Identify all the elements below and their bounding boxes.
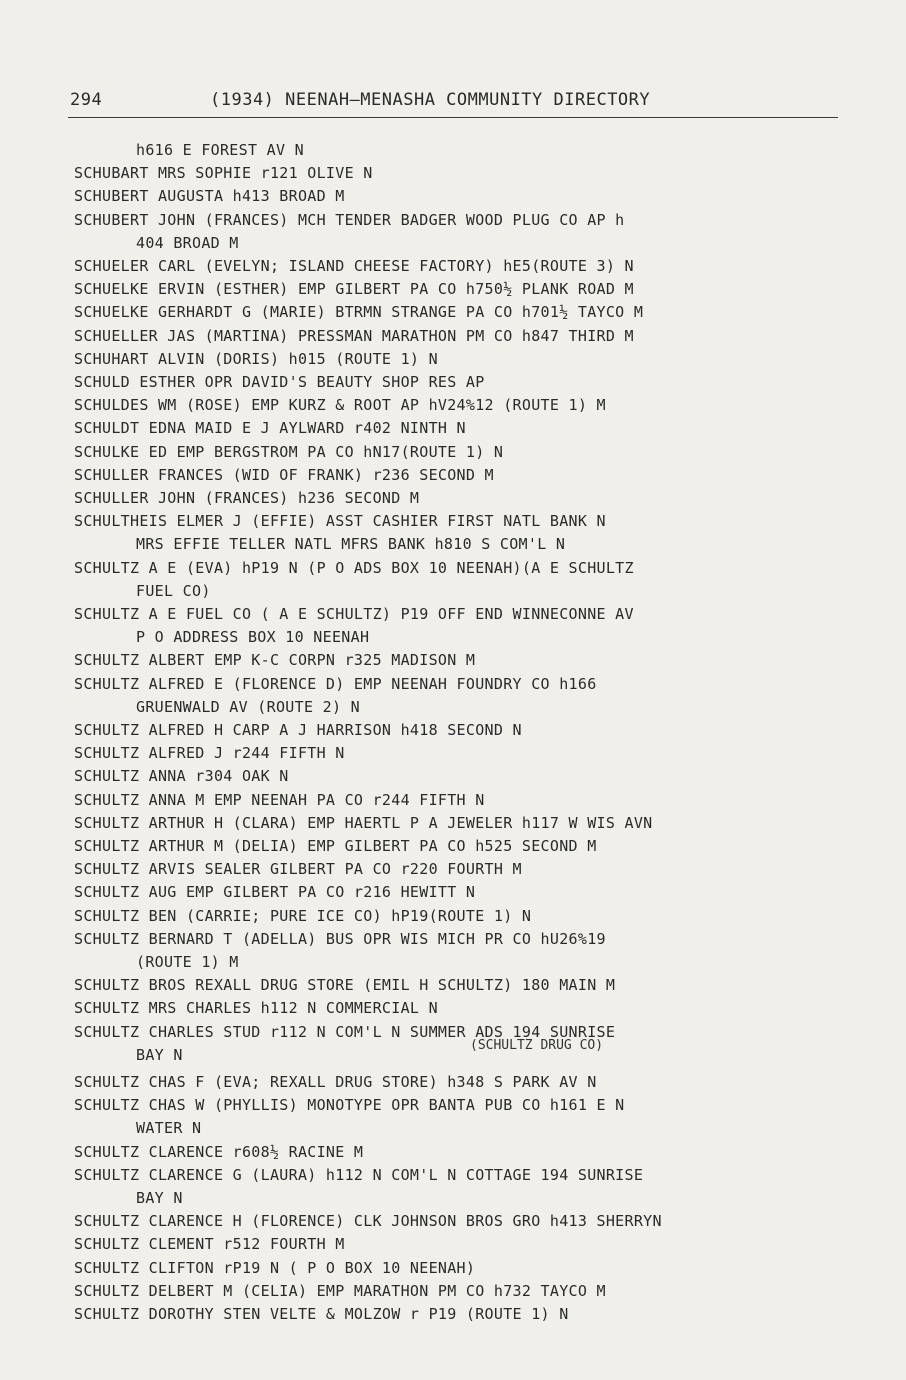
entry-continuation-line: P O ADDRESS BOX 10 NEENAH [136, 628, 370, 647]
directory-entry: SCHUELLER JAS (MARTINA) PRESSMAN MARATHON PM CO h847 THIRD M [74, 326, 634, 345]
directory-entry: SCHULDT EDNA MAID E J AYLWARD r402 NINTH N [74, 419, 466, 438]
directory-entry: SCHULTHEIS ELMER J (EFFIE) ASST CASHIER FIRST NATL BANK N [74, 512, 606, 531]
directory-entry: SCHULTZ DOROTHY STEN VELTE & MOLZOW r P19 (ROUTE 1) N [74, 1305, 569, 1323]
directory-entry: SCHUBERT AUGUSTA h413 BROAD M [74, 187, 345, 206]
directory-entry: SCHULTZ ANNA r304 OAK N [74, 767, 289, 786]
directory-entry: SCHUELKE GERHARDT G (MARIE) BTRMN STRANGE PA CO h701½ TAYCO M [74, 303, 644, 322]
entry-continuation-line: BAY N [136, 1045, 183, 1064]
entry-continuation-line: WATER N [136, 1119, 202, 1138]
directory-entry: SCHULTZ ALBERT EMP K-C CORPN r325 MADISON M [74, 651, 476, 670]
entry-continuation-line: 404 BROAD M [136, 233, 239, 252]
directory-entry: SCHULTZ A E (EVA) hP19 N (P O ADS BOX 10 NEENAH)(A E SCHULTZ [74, 558, 634, 577]
directory-entry: SCHULTZ CHAS W (PHYLLIS) MONOTYPE OPR BANTA PUB CO h161 E N [74, 1096, 625, 1115]
directory-entry: SCHUBART MRS SOPHIE r121 OLIVE N [74, 164, 373, 183]
directory-entry: SCHULTZ ARVIS SEALER GILBERT PA CO r220 FOURTH M [74, 860, 522, 879]
directory-entry: SCHULTZ ARTHUR H (CLARA) EMP HAERTL P A JEWELER h117 W WIS AVN [74, 813, 653, 832]
handwritten-insertion: (SCHULTZ DRUG CO) [470, 1038, 604, 1053]
directory-entry: SCHULTZ BEN (CARRIE; PURE ICE CO) hP19(ROUTE 1) N [74, 906, 532, 925]
directory-entry: SCHUELER CARL (EVELYN; ISLAND CHEESE FACTORY) hE5(ROUTE 3) N [74, 257, 634, 275]
entry-continuation-line: (ROUTE 1) M [136, 953, 239, 971]
directory-entry: SCHULLER JOHN (FRANCES) h236 SECOND M [74, 489, 420, 507]
entry-continuation-line: BAY N [136, 1189, 183, 1207]
directory-entry: SCHULTZ BROS REXALL DRUG STORE (EMIL H SCHULTZ) 180 MAIN M [74, 976, 616, 995]
directory-entry: SCHUBERT JOHN (FRANCES) MCH TENDER BADGER WOOD PLUG CO AP h [74, 210, 625, 229]
entry-continuation-line: h616 E FOREST AV N [136, 141, 304, 159]
directory-entry: SCHULTZ CLARENCE r608½ RACINE M [74, 1142, 364, 1161]
directory-entry: SCHULTZ CHARLES STUD r112 N COM'L N SUMMER ADS 194 SUNRISE [74, 1022, 616, 1041]
directory-entry: SCHULTZ ALFRED E (FLORENCE D) EMP NEENAH FOUNDRY CO h166 [74, 674, 597, 693]
page-title: (1934) NEENAH—MENASHA COMMUNITY DIRECTORY [210, 90, 651, 110]
directory-entry: SCHULTZ ALFRED H CARP A J HARRISON h418 SECOND N [74, 721, 522, 739]
directory-entry: SCHULTZ A E FUEL CO ( A E SCHULTZ) P19 OFF END WINNECONNE AV [74, 605, 634, 623]
directory-entry: SCHULTZ ARTHUR M (DELIA) EMP GILBERT PA CO h525 SECOND M [74, 837, 597, 855]
directory-entry: SCHULTZ AUG EMP GILBERT PA CO r216 HEWITT N [74, 883, 476, 902]
directory-entry: SCHULDES WM (ROSE) EMP KURZ & ROOT AP hV24%12 (ROUTE 1) M [74, 396, 606, 415]
directory-entry: SCHULTZ CHAS F (EVA; REXALL DRUG STORE) h348 S PARK AV N [74, 1073, 597, 1091]
entry-continuation-line: GRUENWALD AV (ROUTE 2) N [136, 697, 360, 716]
directory-entry: SCHULLER FRANCES (WID OF FRANK) r236 SECOND M [74, 465, 494, 484]
directory-entry: SCHULD ESTHER OPR DAVID'S BEAUTY SHOP RES AP [74, 373, 485, 391]
directory-entry: SCHULKE ED EMP BERGSTROM PA CO hN17(ROUTE 1) N [74, 442, 504, 461]
page-number: 294 [70, 90, 103, 110]
entry-continuation-line: MRS EFFIE TELLER NATL MFRS BANK h810 S COM'L N [136, 535, 566, 554]
directory-entry: SCHULTZ CLARENCE H (FLORENCE) CLK JOHNSON BROS GRO h413 SHERRYN [74, 1212, 662, 1231]
directory-entry: SCHUHART ALVIN (DORIS) h015 (ROUTE 1) N [74, 349, 438, 368]
directory-entry: SCHULTZ CLARENCE G (LAURA) h112 N COM'L N COTTAGE 194 SUNRISE [74, 1165, 644, 1184]
directory-entry: SCHULTZ CLEMENT r512 FOURTH M [74, 1235, 345, 1254]
entry-continuation-line: FUEL CO) [136, 581, 211, 600]
directory-entry: SCHULTZ ALFRED J r244 FIFTH N [74, 744, 345, 763]
directory-entry: SCHUELKE ERVIN (ESTHER) EMP GILBERT PA CO h750½ PLANK ROAD M [74, 280, 634, 299]
directory-entry: SCHULTZ BERNARD T (ADELLA) BUS OPR WIS MICH PR CO hU26%19 [74, 929, 606, 948]
directory-entry: SCHULTZ DELBERT M (CELIA) EMP MARATHON PM CO h732 TAYCO M [74, 1281, 606, 1300]
directory-entry: SCHULTZ CLIFTON rP19 N ( P O BOX 10 NEENAH) [74, 1258, 476, 1277]
directory-entry: SCHULTZ ANNA M EMP NEENAH PA CO r244 FIFTH N [74, 790, 485, 809]
directory-entry: SCHULTZ MRS CHARLES h112 N COMMERCIAL N [74, 999, 438, 1018]
